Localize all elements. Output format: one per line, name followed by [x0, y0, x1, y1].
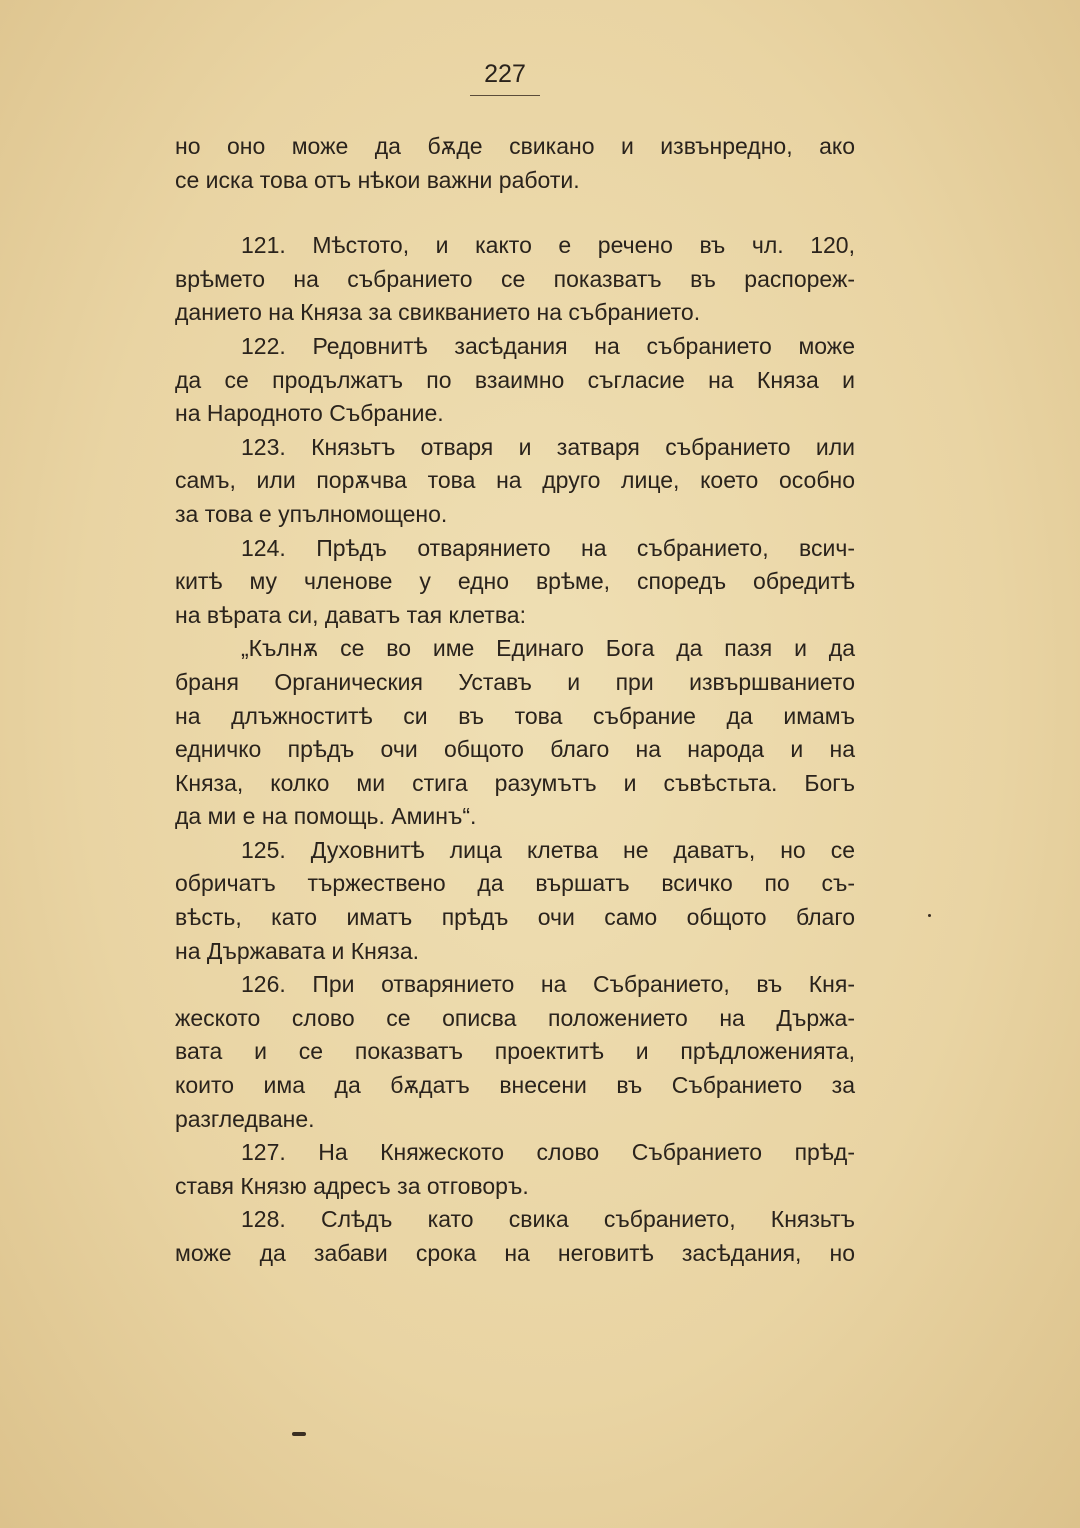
- text-line: 127. На Княжеското слово Събранието прѣд-: [241, 1139, 855, 1166]
- text-line: врѣмето на събранието се показватъ въ распореж-: [175, 265, 855, 292]
- text-line: 123. Князьтъ отваря и затваря събранието или: [241, 433, 855, 460]
- paragraph-gap: [175, 197, 855, 229]
- text-line: 125. Духовнитѣ лица клетва не даватъ, но се: [241, 836, 855, 863]
- text-line: на вѣрата си, даватъ тая клетва:: [175, 601, 526, 628]
- article-paragraph: [175, 431, 855, 532]
- text-line: 122. Редовнитѣ засѣдания на събранието може: [241, 332, 855, 359]
- continuation-paragraph: [175, 130, 855, 197]
- text-line: ставя Князю адресъ за отговоръ.: [175, 1172, 529, 1199]
- text-line: за това е упълномощено.: [175, 500, 448, 527]
- text-line: данието на Княза за свикванието на събранието.: [175, 299, 701, 326]
- article-paragraph: [175, 1203, 855, 1270]
- text-line: 128. Слѣдъ като свика събранието, Князьтъ: [241, 1206, 855, 1233]
- text-line: на Държавата и Княза.: [175, 937, 420, 964]
- body-text: [175, 130, 855, 1271]
- text-line: разгледване.: [175, 1105, 315, 1132]
- text-line: които има да бѫдатъ внесени въ Събранието за: [175, 1072, 855, 1099]
- text-line: на длъжноститѣ си въ това събрание да имамъ: [175, 702, 855, 729]
- text-line: едничко прѣдъ очи общото благо на народа и на: [175, 736, 855, 763]
- article-paragraph: [175, 968, 855, 1136]
- text-line: но оно може да бѫде свикано и извънредно, ако: [175, 133, 855, 159]
- page-number: 227: [484, 60, 526, 88]
- text-line: може да забави срока на неговитѣ засѣдания, но: [175, 1240, 855, 1266]
- article-paragraph: [175, 229, 855, 330]
- article-paragraph: [175, 330, 855, 431]
- text-line: Княза, колко ми стига разумътъ и съвѣстьта. Богъ: [175, 769, 855, 796]
- text-line: китѣ му членове у едно врѣме, споредъ обредитѣ: [175, 568, 855, 595]
- text-line: вата и се показватъ проектитѣ и прѣдложенията,: [175, 1038, 855, 1065]
- text-line: жеското слово се описва положението на Държа-: [175, 1004, 855, 1031]
- text-line: 126. При отварянието на Събранието, въ Кня-: [241, 971, 855, 998]
- text-line: самъ, или порѫчва това на друго лице, което особно: [175, 467, 855, 494]
- text-line: браня Органическия Уставъ и при извършванието: [175, 668, 855, 695]
- text-line: се иска това отъ нѣкои важни работи.: [175, 166, 580, 193]
- text-line: обричатъ тържествено да вършатъ всичко по съ-: [175, 870, 855, 897]
- page-number-rule: [470, 95, 540, 96]
- text-line: вѣсть, като иматъ прѣдъ очи само общото благо: [175, 904, 855, 931]
- text-line: на Народното Събрание.: [175, 400, 444, 427]
- article-paragraph: [175, 532, 855, 633]
- oath-paragraph: [175, 632, 855, 834]
- text-line: 121. Мѣстото, и както е речено въ чл. 120,: [241, 232, 855, 259]
- text-line: да се продължатъ по взаимно съгласие на Княза и: [175, 366, 855, 393]
- text-line: 124. Прѣдъ отварянието на събранието, всич-: [241, 534, 855, 561]
- text-line: да ми е на помощь. Аминъ“.: [175, 803, 477, 830]
- ink-speck: [292, 1432, 306, 1436]
- article-paragraph: [175, 1136, 855, 1203]
- text-line: „Кълнѫ се во име Единаго Бога да пазя и да: [241, 635, 855, 662]
- article-paragraph: [175, 834, 855, 968]
- ink-speck: [928, 914, 931, 917]
